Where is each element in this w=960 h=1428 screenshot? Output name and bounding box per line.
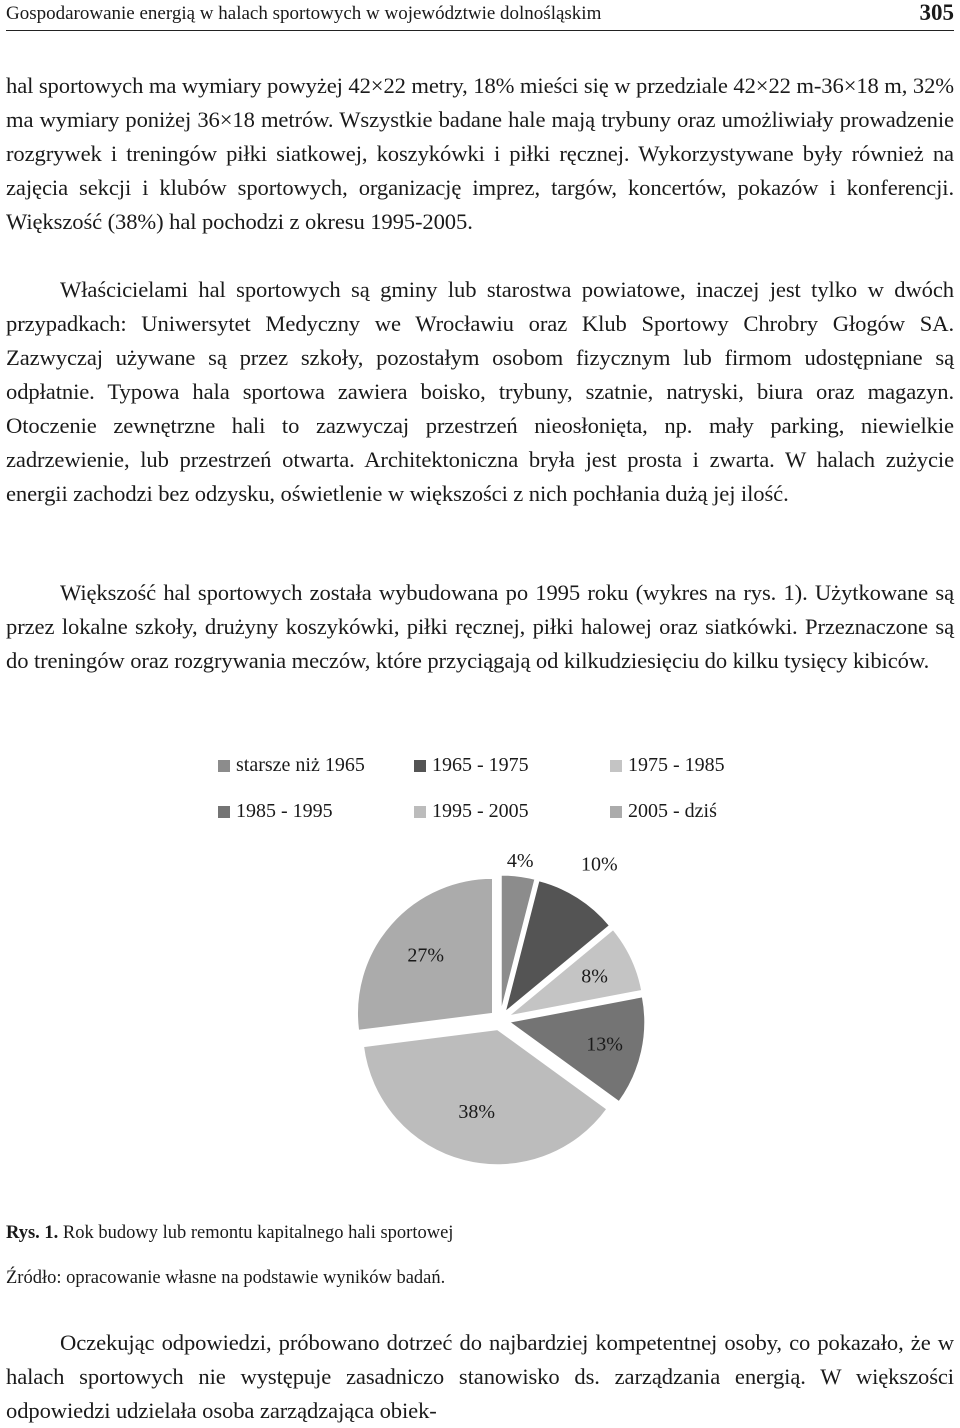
caption-text: Rok budowy lub remontu kapitalnego hali sportowej bbox=[62, 1223, 454, 1243]
legend-swatch bbox=[218, 806, 230, 818]
pie-value-label: 10% bbox=[581, 853, 618, 876]
paragraph-3: Większość hal sportowych została wybudowana po 1995 roku (wykres na rys. 1). Użytkowane są przez lokalne szkoły, drużyny koszykówki, piłki ręcznej, piłki halowej oraz siatkówki. Przeznaczone są do treningów oraz rozgrywania meczów, które przyciągają od kilkudziesięciu do kilku tysięcy kibiców. bbox=[6, 580, 954, 673]
pie-chart bbox=[0, 840, 960, 1200]
legend-swatch bbox=[414, 760, 426, 772]
legend-label: starsze niż 1965 bbox=[236, 754, 365, 776]
caption-label: Rys. 1. bbox=[6, 1223, 59, 1243]
page-number: 305 bbox=[919, 0, 954, 25]
figure-source: Źródło: opracowanie własne na podstawie wyników badań. bbox=[6, 1268, 446, 1288]
running-header bbox=[6, 0, 954, 31]
legend-swatch bbox=[610, 806, 622, 818]
legend-swatch bbox=[414, 806, 426, 818]
legend-label: 1975 - 1985 bbox=[628, 754, 725, 776]
paragraph-1: hal sportowych ma wymiary powyżej 42×22 metry, 18% mieści się w przedziale 42×22 m-36×18 m, 32% ma wymiary poniżej 36×18 metrów. Wszystkie badane hale mają trybuny oraz umożliwiały prowadzenie rozgrywek i treningów piłki siatkowej, koszykówki i piłki ręcznej. Wykorzystywane były również na zajęcia sekcji i klubów sportowych, organizację imprez, targów, koncertów, pokazów i konferencji. Większość (38%) hal pochodzi z okresu 1995-2005. bbox=[6, 73, 954, 234]
figure-caption bbox=[6, 1223, 453, 1244]
legend-swatch bbox=[218, 760, 230, 772]
running-title: Gospodarowanie energią w halach sportowych w województwie dolnośląskim bbox=[6, 3, 602, 24]
pie-value-label: 4% bbox=[506, 850, 534, 873]
paragraph-2: Właścicielami hal sportowych są gminy lub starostwa powiatowe, inaczej jest tylko w dwóch przypadkach: Uniwersytet Medyczny we Wrocławiu oraz Klub Sportowy Chrobry Głogów SA. Zazwyczaj używane są przez szkoły, pozostałym osobom fizycznym lub firmom udostępniane są odpłatnie. Typowa hala sportowa zawiera boisko, trybuny, szatnie, natryski, biura oraz magazyn. Otoczenie zewnętrzne hali to zazwyczaj przestrzeń nieosłonięta, np. mały parking, niewielkie zadrzewienie, lub przestrzeń otwarta. Architektoniczna bryła jest prosta i zwarta. W halach zużycie energii zachodzi bez odzysku, oświetlenie w większości z nich pochłania dużą jej ilość. bbox=[6, 277, 954, 506]
legend-label: 1995 - 2005 bbox=[432, 800, 529, 822]
pie-value-label: 13% bbox=[586, 1033, 623, 1056]
legend-label: 1985 - 1995 bbox=[236, 800, 333, 822]
legend-swatch bbox=[610, 760, 622, 772]
legend-label: 1965 - 1975 bbox=[432, 754, 529, 776]
paragraph-4: Oczekując odpowiedzi, próbowano dotrzeć do najbardziej kompetentnej osoby, co pokazało, że w halach sportowych nie występuje zasadniczo stanowisko ds. zarządzania energią. W większości odpowiedzi udzielała osoba zarządzająca obiek- bbox=[6, 1330, 954, 1423]
pie-value-label: 27% bbox=[407, 944, 444, 967]
legend-label: 2005 - dziś bbox=[628, 800, 717, 822]
pie-value-label: 8% bbox=[581, 965, 608, 988]
pie-value-label: 38% bbox=[458, 1100, 496, 1123]
chart-legend bbox=[0, 752, 960, 832]
